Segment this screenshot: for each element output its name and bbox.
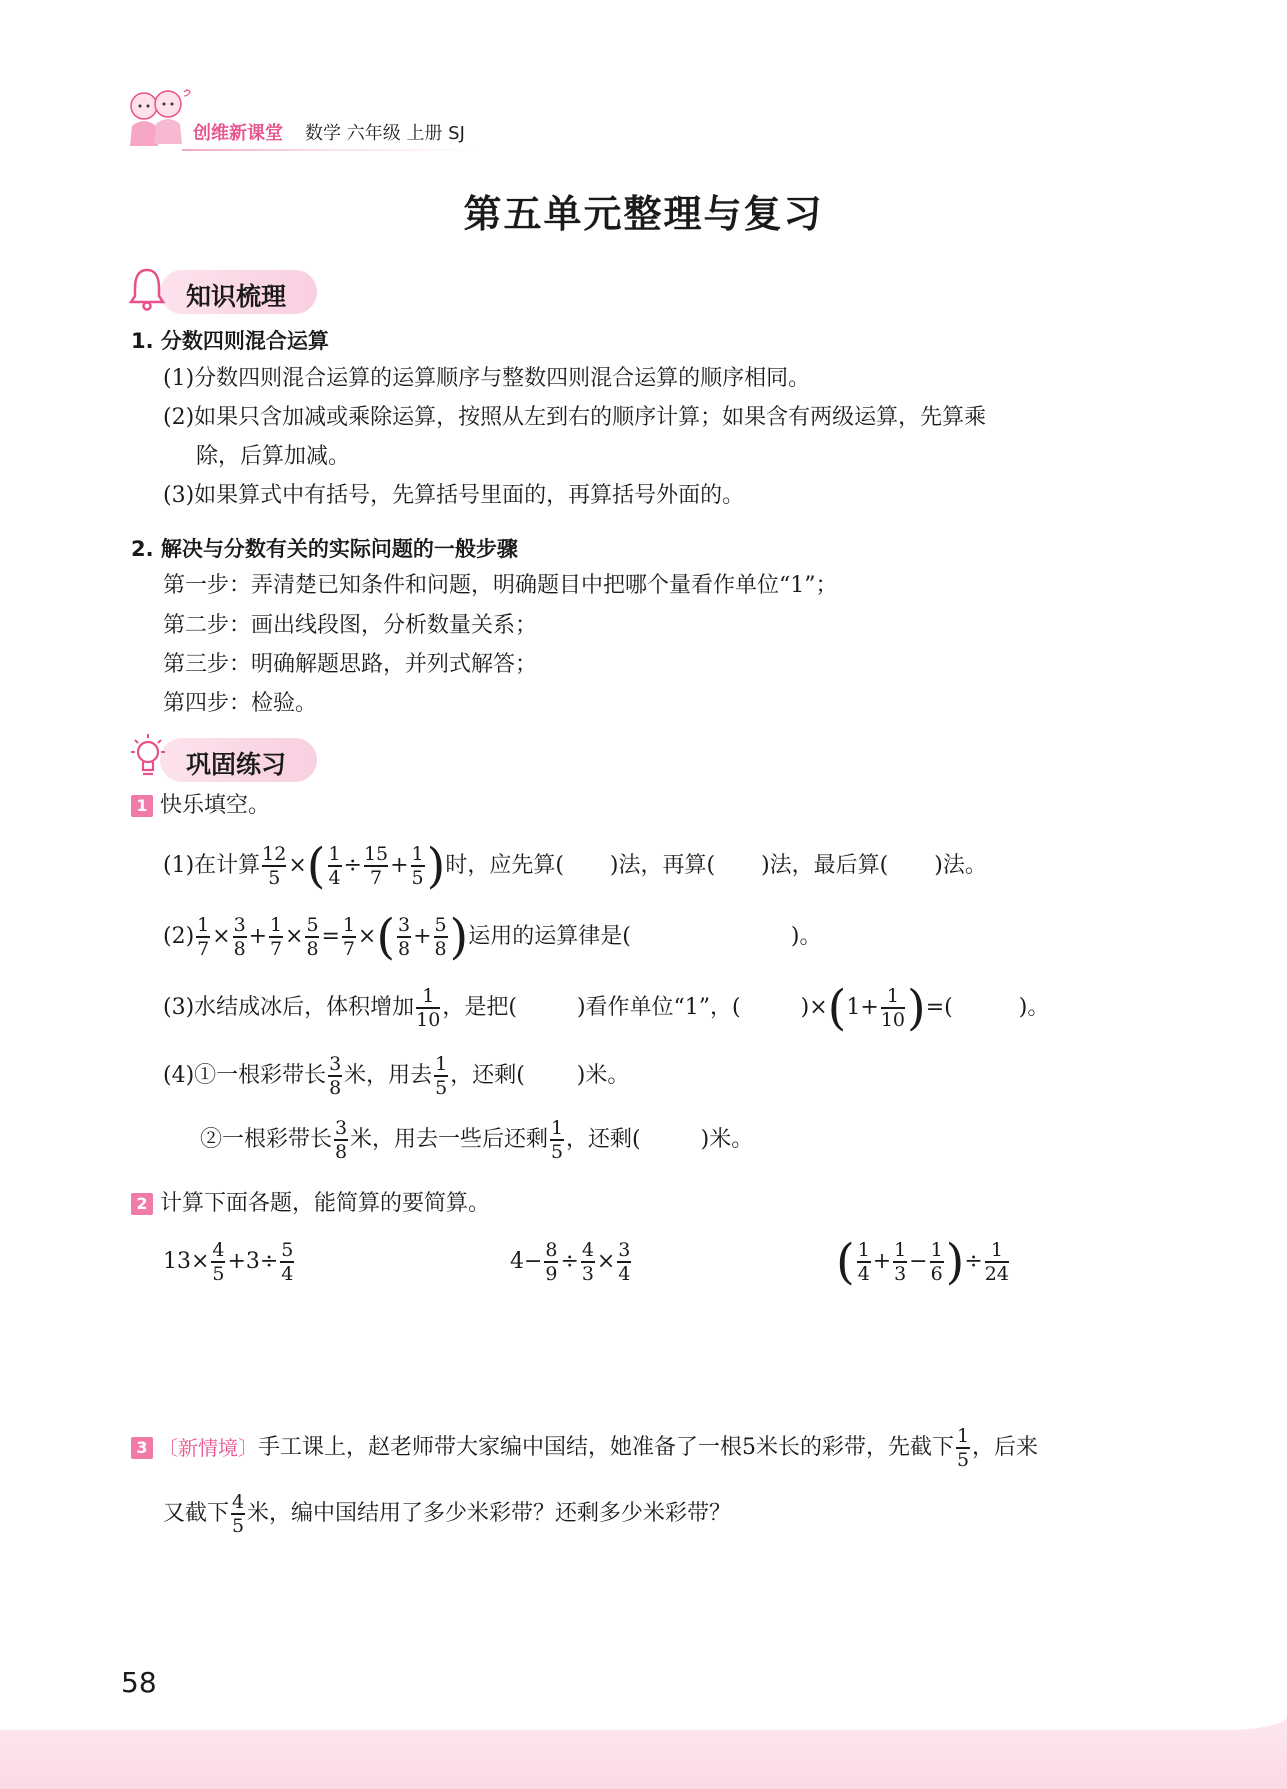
- fraction: $\frac{3}{8}$: [334, 1117, 348, 1163]
- page-title: 第五单元整理与复习: [463, 192, 824, 236]
- fraction: $\frac{1}{5}$: [411, 843, 424, 889]
- knowledge-item-1: (1)分数四则混合运算的运算顺序与整数四则混合运算的顺序相同。: [163, 366, 811, 391]
- q3-line-1: 〔新情境〕 手工课上，赵老师带大家编中国结，她准备了一根5米长的彩带，先截下 $\frac{1}{5}$ ，后来: [158, 1425, 1039, 1471]
- knowledge-item-3: (3)如果算式中有括号，先算括号里面的，再算括号外面的。: [163, 483, 745, 508]
- lightbulb-icon: [127, 732, 169, 784]
- new-context-tag: 〔新情境〕: [158, 1436, 258, 1460]
- q1p1-prefix: (1)在计算: [163, 853, 261, 878]
- step-4: 第四步：检验。: [163, 691, 318, 716]
- fraction: $\frac{1}{7}$: [197, 914, 210, 960]
- knowledge-heading-1: 1. 分数四则混合运算: [131, 329, 329, 353]
- header-brand: 创维新课堂: [193, 123, 283, 144]
- fraction: $\frac{1}{4}$: [857, 1239, 870, 1285]
- fraction: $\frac{4}{3}$: [581, 1239, 594, 1285]
- fraction: $\frac{1}{10}$: [416, 985, 441, 1031]
- fraction: $\frac{1}{6}$: [930, 1239, 943, 1285]
- q1-part-1: (1)在计算 $\frac{12}{5}$ × ( $\frac{1}{4}$ ÷ $\frac{15}{7}$ + $\frac{1}{5}$ ) 时，应先算( )法，再算( )法，最后算( )法。: [163, 838, 987, 894]
- q2-expression-2: 4− $\frac{8}{9}$ ÷ $\frac{4}{3}$ × $\frac{3}{4}$: [510, 1239, 631, 1285]
- fraction: $\frac{15}{7}$: [363, 843, 389, 889]
- knowledge-item-2b: 除，后算加减。: [196, 444, 351, 469]
- knowledge-item-2a: (2)如果只含加减或乘除运算，按照从左到右的顺序计算；如果含有两级运算，先算乘: [163, 405, 987, 430]
- fraction: $\frac{5}{8}$: [434, 914, 447, 960]
- header-divider: [182, 149, 482, 151]
- question-3-number: 3: [131, 1437, 153, 1459]
- step-3: 第三步：明确解题思路，并列式解答；: [163, 652, 538, 677]
- fraction: $\frac{8}{9}$: [545, 1239, 558, 1285]
- fraction: $\frac{1}{5}$: [956, 1425, 970, 1471]
- q3-line-2: 又截下 $\frac{4}{5}$ 米，编中国结用了多少米彩带？还剩多少米彩带？: [163, 1491, 732, 1537]
- question-2-title: 计算下面各题，能简算的要简算。: [160, 1191, 491, 1216]
- fraction: $\frac{3}{8}$: [233, 914, 246, 960]
- page-number: 58: [121, 1666, 157, 1699]
- q1-part-4-line-2: ②一根彩带长 $\frac{3}{8}$ 米，用去一些后还剩 $\frac{1}{5}$ ，还剩( )米。: [200, 1117, 754, 1163]
- fraction: $\frac{3}{4}$: [618, 1239, 631, 1285]
- fraction: $\frac{3}{8}$: [398, 914, 411, 960]
- question-1-title: 快乐填空。: [160, 793, 271, 818]
- footer-band: [0, 1716, 1287, 1789]
- fraction: $\frac{4}{5}$: [212, 1239, 225, 1285]
- step-1: 第一步：弄清楚已知条件和问题，明确题目中把哪个量看作单位“1”；: [163, 573, 838, 598]
- fraction: $\frac{1}{10}$: [880, 985, 906, 1031]
- question-1-number: 1: [131, 795, 153, 817]
- section-practice-label: 巩固练习: [186, 750, 287, 779]
- fraction: $\frac{1}{5}$: [435, 1053, 448, 1099]
- bell-icon: [127, 266, 167, 316]
- knowledge-heading-2: 2. 解决与分数有关的实际问题的一般步骤: [131, 537, 518, 561]
- fraction: $\frac{1}{4}$: [328, 843, 341, 889]
- question-2-number: 2: [131, 1193, 153, 1215]
- section-knowledge-label: 知识梳理: [186, 282, 287, 311]
- header-mascot-icon: [122, 86, 192, 154]
- q1-part-3: (3)水结成冰后，体积增加 $\frac{1}{10}$ ，是把( )看作单位“1”，( )× ( 1+ $\frac{1}{10}$ ) =( )。: [163, 980, 1050, 1036]
- fraction: $\frac{1}{7}$: [270, 914, 283, 960]
- fraction: $\frac{12}{5}$: [262, 843, 287, 889]
- fraction: $\frac{1}{7}$: [342, 914, 355, 960]
- fraction: $\frac{4}{5}$: [231, 1491, 245, 1537]
- fraction: $\frac{5}{4}$: [281, 1239, 294, 1285]
- fraction: $\frac{3}{8}$: [329, 1053, 342, 1099]
- step-2: 第二步：画出线段图，分析数量关系；: [163, 613, 538, 638]
- fraction: $\frac{1}{3}$: [894, 1239, 907, 1285]
- fraction: $\frac{5}{8}$: [306, 914, 319, 960]
- fraction: $\frac{1}{24}$: [984, 1239, 1009, 1285]
- q1-part-4-line-1: (4)①一根彩带长 $\frac{3}{8}$ 米，用去 $\frac{1}{5}$ ，还剩( )米。: [163, 1053, 630, 1099]
- q2-expression-1: 13× $\frac{4}{5}$ +3÷ $\frac{5}{4}$: [163, 1239, 294, 1285]
- q2-expression-3: ( $\frac{1}{4}$ + $\frac{1}{3}$ − $\frac{1}{6}$ ) ÷ $\frac{1}{24}$: [836, 1234, 1009, 1290]
- header-subject: 数学 六年级 上册 SJ: [305, 123, 465, 144]
- fraction: $\frac{1}{5}$: [550, 1117, 564, 1163]
- q1-part-2: (2) $\frac{1}{7}$ × $\frac{3}{8}$ + $\frac{1}{7}$ × $\frac{5}{8}$ = $\frac{1}{7}$ × ( $\frac{3}{8}$ + $\frac{5}{8}$ ) 运用的运算律是( )。: [163, 909, 822, 965]
